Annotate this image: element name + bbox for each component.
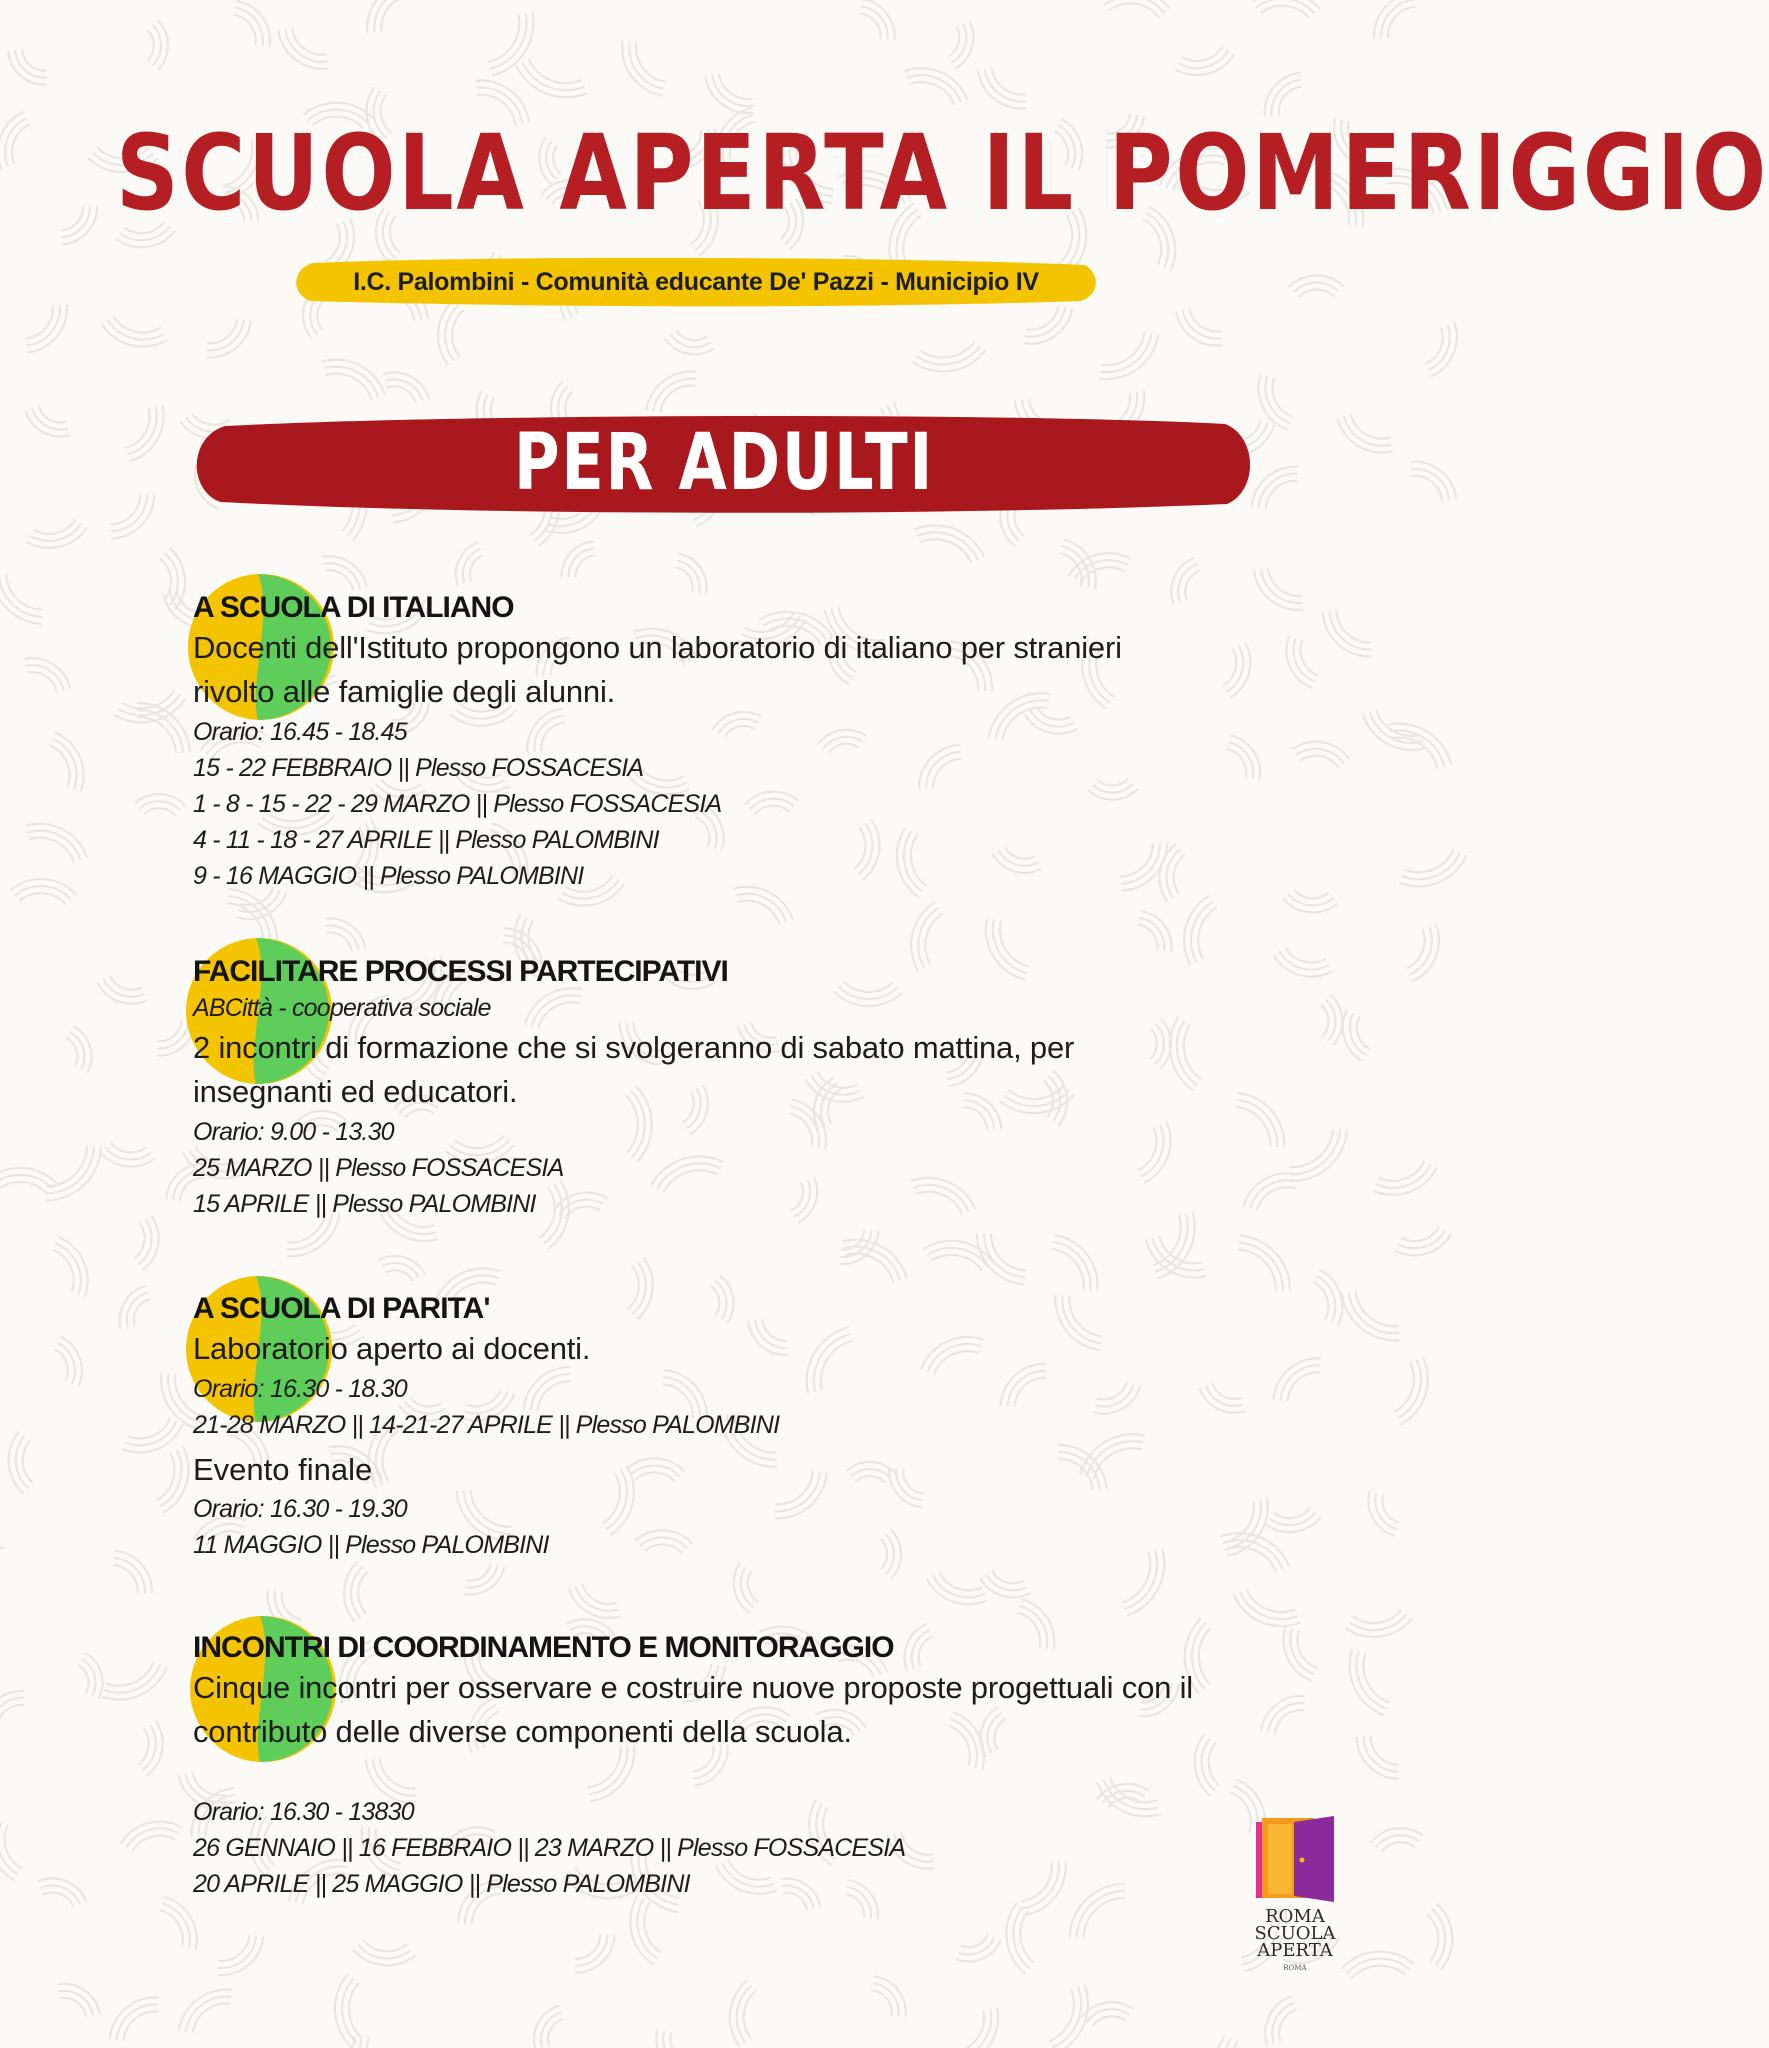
schedule-line: Orario: 16.45 - 18.45 bbox=[193, 718, 407, 746]
schedule-list bbox=[193, 714, 1333, 894]
schedule-line: Orario: 16.30 - 18.30 bbox=[193, 1375, 407, 1403]
section-description: Docenti dell'Istituto propongono un laboratorio di italiano per stranieri rivolto alle famiglie degli alunni. bbox=[193, 630, 1122, 709]
schedule-line: 21-28 MARZO || 14-21-27 APRILE || Plesso PALOMBINI bbox=[193, 1411, 780, 1439]
section-facilitare bbox=[193, 954, 1333, 1222]
section-title: A SCUOLA DI PARITA' bbox=[193, 1292, 490, 1325]
section-coordinamento bbox=[193, 1630, 1333, 1902]
schedule-line: 20 APRILE || 25 MAGGIO || Plesso PALOMBINI bbox=[193, 1870, 690, 1898]
schedule-line: 1 - 8 - 15 - 22 - 29 MARZO || Plesso FOSSACESIA bbox=[193, 790, 722, 818]
section-description: 2 incontri di formazione che si svolgeranno di sabato mattina, per insegnanti ed educatori. bbox=[193, 1030, 1075, 1109]
schedule-list bbox=[193, 1114, 1333, 1222]
section-title: FACILITARE PROCESSI PARTECIPATIVI bbox=[193, 955, 728, 988]
section-parita bbox=[193, 1291, 1333, 1563]
subtitle-band bbox=[295, 257, 1097, 307]
banner-label: PER ADULTI bbox=[513, 418, 935, 508]
page-title: SCUOLA APERTA IL POMERIGGIO bbox=[115, 112, 1769, 234]
schedule-line: 9 - 16 MAGGIO || Plesso PALOMBINI bbox=[193, 862, 584, 890]
schedule-line: Orario: 16.30 - 19.30 bbox=[193, 1495, 407, 1523]
logo-text: ROMA SCUOLA APERTA bbox=[1254, 1906, 1336, 1961]
final-event-schedule bbox=[193, 1491, 1333, 1563]
schedule-line: 15 - 22 FEBBRAIO || Plesso FOSSACESIA bbox=[193, 754, 644, 782]
section-banner bbox=[195, 412, 1253, 514]
section-description: Cinque incontri per osservare e costruire nuove proposte progettuali con il contributo delle diverse componenti della scuola. bbox=[193, 1670, 1193, 1749]
schedule-list bbox=[193, 1794, 1333, 1902]
door-logo-icon bbox=[1250, 1816, 1340, 1902]
schedule-line: 11 MAGGIO || Plesso PALOMBINI bbox=[193, 1531, 549, 1559]
schedule-line: 15 APRILE || Plesso PALOMBINI bbox=[193, 1190, 536, 1218]
section-italiano bbox=[193, 590, 1333, 894]
schedule-list bbox=[193, 1371, 1333, 1443]
final-event-label: Evento finale bbox=[193, 1452, 373, 1487]
section-description: Laboratorio aperto ai docenti. bbox=[193, 1331, 591, 1366]
section-title: INCONTRI DI COORDINAMENTO E MONITORAGGIO bbox=[193, 1631, 894, 1664]
schedule-line: Orario: 9.00 - 13.30 bbox=[193, 1118, 394, 1146]
schedule-line: 26 GENNAIO || 16 FEBBRAIO || 23 MARZO || Plesso FOSSACESIA bbox=[193, 1834, 906, 1862]
roma-scuola-aperta-logo bbox=[1236, 1816, 1354, 1982]
schedule-line: Orario: 16.30 - 13830 bbox=[193, 1798, 414, 1826]
logo-small-text: ROMA bbox=[1283, 1964, 1307, 1972]
schedule-line: 25 MARZO || Plesso FOSSACESIA bbox=[193, 1154, 564, 1182]
subtitle-text: I.C. Palombini - Comunità educante De' Pazzi - Municipio IV bbox=[353, 268, 1039, 296]
section-title: A SCUOLA DI ITALIANO bbox=[193, 591, 514, 624]
schedule-line: 4 - 11 - 18 - 27 APRILE || Plesso PALOMBINI bbox=[193, 826, 659, 854]
section-organizer: ABCittà - cooperativa sociale bbox=[193, 994, 491, 1022]
